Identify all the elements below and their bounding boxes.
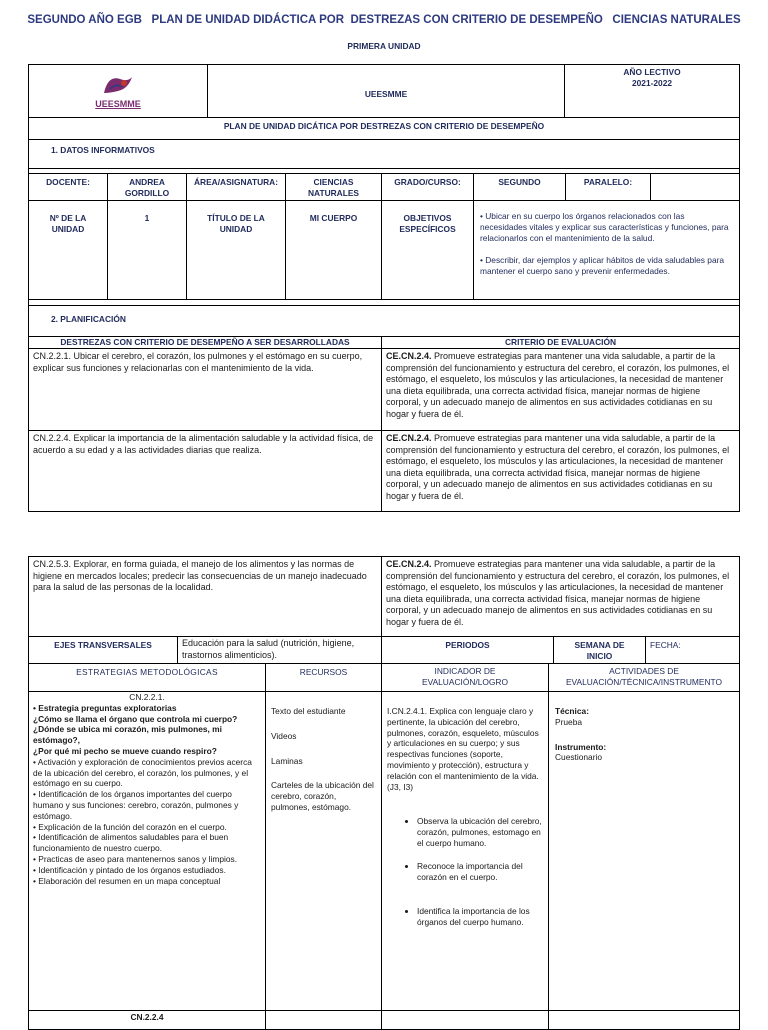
indicador-text: I.CN.2.4.1. Explica con lenguaje claro y pertinente, la ubicación del cerebro, pulmones, corazón, esqueleto, músculos y articulaciones en su cuerpo; y sus respectivas funciones (soporte, movimiento y protección), estructura y relación con el mantenimiento de la vida. (J3, I3) (387, 706, 539, 792)
destreza-row-1: CN.2.2.1. Ubicar el cerebro, el corazón, los pulmones y el estómago en su cuerpo, explicar sus funciones y relacionarlas con el mantenimiento de la vida. (28, 348, 382, 431)
institution-name: UEESMME (207, 64, 565, 118)
indicador-item-3: • Identifica la importancia de los órganos del cuerpo humano. (417, 906, 544, 928)
criterio-code: CE.CN.2.4. (386, 351, 432, 361)
objetivos-cell (473, 200, 740, 300)
col-destrezas-header: DESTREZAS CON CRITERIO DE DESEMPEÑO A SER DESARROLLADAS (28, 336, 382, 349)
estrategias-bold-4: ¿Por qué mi pecho se mueve cuando respiro? (33, 745, 217, 756)
grado-label: GRADO/CURSO: (381, 173, 474, 201)
criterio-text: Promueve estrategias para mantener una vida saludable, a partir de la comprensión del funcionamiento y estructura del cerebro, el corazón, los pulmones, el estómago, el esqueleto, los músculos y las articulaciones, la necesidad de mantener una dieta equilibrada, una correcta actividad física, manejar normas de higiene corporal, y un adecuado manejo de alimentos en sus actividades cotidianas en su hogar y fuera de él. (386, 559, 730, 627)
estrategias-bold-3: ¿Dónde se ubica mi corazón, mis pulmones, mi estómago?, (33, 724, 222, 746)
criterio-row-1 (381, 348, 740, 431)
estrategias-bold-1: • Estrategia preguntas exploratorias (33, 702, 177, 713)
empty-cell (381, 1010, 549, 1030)
criterio-text: Promueve estrategias para mantener una vida saludable, a partir de la comprensión del funcionamiento y estructura del cerebro, el corazón, los pulmones, el estómago, el esqueleto, los músculos y las articulaciones, la necesidad de mantener una dieta equilibrada, una correcta actividad física, manejar normas de higiene corporal, y un adecuado manejo de alimentos en sus actividades cotidianas en su hogar y fuera de él. (386, 433, 730, 501)
academic-year: 2021-2022 (631, 77, 673, 88)
ejes-value: Educación para la salud (nutrición, higiene, trastornos alimenticios). (177, 636, 382, 664)
logo-text: UEESMME (95, 99, 141, 109)
criterio-code: CE.CN.2.4. (386, 559, 432, 569)
estrategias-line-1: • Activación y exploración de conocimientos previos acerca de la ubicación del cerebro, el corazón, los pulmones, y el estómago en su cuerpo. (33, 756, 252, 789)
actividades-cell (548, 691, 740, 1011)
empty-cell (548, 1010, 740, 1030)
objetivo-2: • Describir, dar ejemplos y aplicar hábitos de vida saludables para mantener el cuerpo sano y prevenir enfermedades. (480, 255, 725, 277)
indicador-cell (381, 691, 549, 1011)
estrategias-line-6: • Identificación y pintado de los órganos estudiados. (33, 864, 226, 875)
indicador-item-1: • Observa la ubicación del cerebro, corazón, pulmones, estomago en el cuerpo humano. (417, 816, 544, 848)
estrategias-line-3: • Explicación de la función del corazón en el cuerpo. (33, 821, 227, 832)
criterio-row-2 (381, 430, 740, 512)
col-recursos-header: RECURSOS (265, 663, 382, 692)
destreza-row-3: CN.2.5.3. Explorar, en forma guiada, el manejo de los alimentos y las normas de higiene en mercados locales; predecir las consecuencias de un manejo inadecuado para la salud de las personas de la localidad. (28, 556, 382, 637)
estrategias-line-5: • Practicas de aseo para mantenernos sanos y limpios. (33, 853, 238, 864)
titulo-value: MI CUERPO (285, 200, 382, 300)
section-planificacion-heading: 2. PLANIFICACIÓN (28, 305, 740, 337)
recurso-1: Texto del estudiante (271, 706, 346, 716)
criterio-code: CE.CN.2.4. (386, 433, 432, 443)
school-logo-icon (98, 73, 138, 99)
col-indicador-header: INDICADOR DE EVALUACIÓN/LOGRO (381, 663, 549, 692)
fecha-label: FECHA: (645, 636, 740, 664)
document-title: SEGUNDO AÑO EGB PLAN DE UNIDAD DIDÁCTICA POR DESTREZAS CON CRITERIO DE DESEMPEÑO CIENCIAS NATURALES (27, 14, 741, 26)
estrategias-code: CN.2.2.1. (129, 692, 165, 702)
criterio-row-3 (381, 556, 740, 637)
recurso-3: Laminas (271, 755, 303, 766)
academic-year-label: AÑO LECTIVO (623, 67, 681, 77)
criterio-text: Promueve estrategias para mantener una vida saludable, a partir de la comprensión del funcionamiento y estructura del cerebro, el corazón, los pulmones, el estómago, el esqueleto, los músculos y las articulaciones, la necesidad de mantener una dieta equilibrada, una correcta actividad física, manejar normas de higiene corporal, y un adecuado manejo de alimentos en sus actividades cotidianas en su hogar y fuera de él. (386, 351, 730, 419)
paralelo-value (650, 173, 740, 201)
indicador-item-2: • Reconoce la importancia del corazón en el cuerpo. (417, 861, 544, 883)
academic-year-cell (564, 64, 740, 118)
recurso-2: Videos (271, 730, 297, 741)
tecnica-value: Prueba (555, 716, 583, 727)
estrategias-line-7: • Elaboración del resumen en un mapa conceptual (33, 875, 221, 886)
ejes-label: EJES TRANSVERSALES (28, 636, 178, 664)
empty-cell (265, 1010, 382, 1030)
area-value: CIENCIAS NATURALES (285, 173, 382, 201)
indicador-list (387, 816, 544, 928)
recurso-4: Carteles de la ubicación del cerebro, corazón, pulmones, estómago. (271, 780, 374, 812)
area-label: ÁREA/ASIGNATURA: (186, 173, 286, 201)
col-criterio-header: CRITERIO DE EVALUACIÓN (381, 336, 740, 349)
logo-cell (28, 64, 208, 118)
docente-label: DOCENTE: (28, 173, 108, 201)
document-subtitle: PRIMERA UNIDAD (347, 41, 421, 51)
col-estrategias-header: ESTRATEGIAS METODOLÓGICAS (28, 663, 266, 692)
estrategias-cell (28, 691, 266, 1011)
grado-value: SEGUNDO (473, 173, 566, 201)
docente-value: ANDREA GORDILLO (107, 173, 187, 201)
objetivo-1: • Ubicar en su cuerpo los órganos relacionados con las necesidades vitales y explicar sus características y funciones, para relacionarlos con el mantenimiento de la salud. (480, 211, 729, 243)
next-code: CN.2.2.4 (28, 1010, 266, 1030)
plan-title: PLAN DE UNIDAD DICÁTICA POR DESTREZAS CON CRITERIO DE DESEMPEÑO (28, 117, 740, 140)
destreza-row-2: CN.2.2.4. Explicar la importancia de la alimentación saludable y la actividad física, de acuerdo a su edad y a las actividades diarias que realiza. (28, 430, 382, 512)
estrategias-bold-2: ¿Cómo se llama el órgano que controla mi cuerpo? (33, 713, 238, 724)
instrumento-label: Instrumento: (555, 741, 607, 752)
unidad-value: 1 (107, 200, 187, 300)
tecnica-label: Técnica: (555, 706, 589, 716)
recursos-cell (265, 691, 382, 1011)
section-datos-heading: 1. DATOS INFORMATIVOS (28, 139, 740, 169)
paralelo-label: PARALELO: (565, 173, 651, 201)
estrategias-line-4: • Identificación de alimentos saludables para el buen funcionamiento de nuestro cuerpo. (33, 832, 229, 854)
unidad-label: Nº DE LA UNIDAD (28, 200, 108, 300)
semana-label: SEMANA DE INICIO (553, 636, 646, 664)
titulo-label: TÍTULO DE LA UNIDAD (186, 200, 286, 300)
objetivos-label: OBJETIVOS ESPECÍFICOS (381, 200, 474, 300)
instrumento-value: Cuestionario (555, 752, 603, 763)
col-actividades-header: ACTIVIDADES DE EVALUACIÓN/TÉCNICA/INSTRUMENTO (548, 663, 740, 692)
periodos-label: PERIODOS (381, 636, 554, 664)
estrategias-line-2: • Identificación de los órganos importantes del cuerpo humano y sus funciones: cerebro, corazón, pulmones y estómago. (33, 789, 239, 821)
